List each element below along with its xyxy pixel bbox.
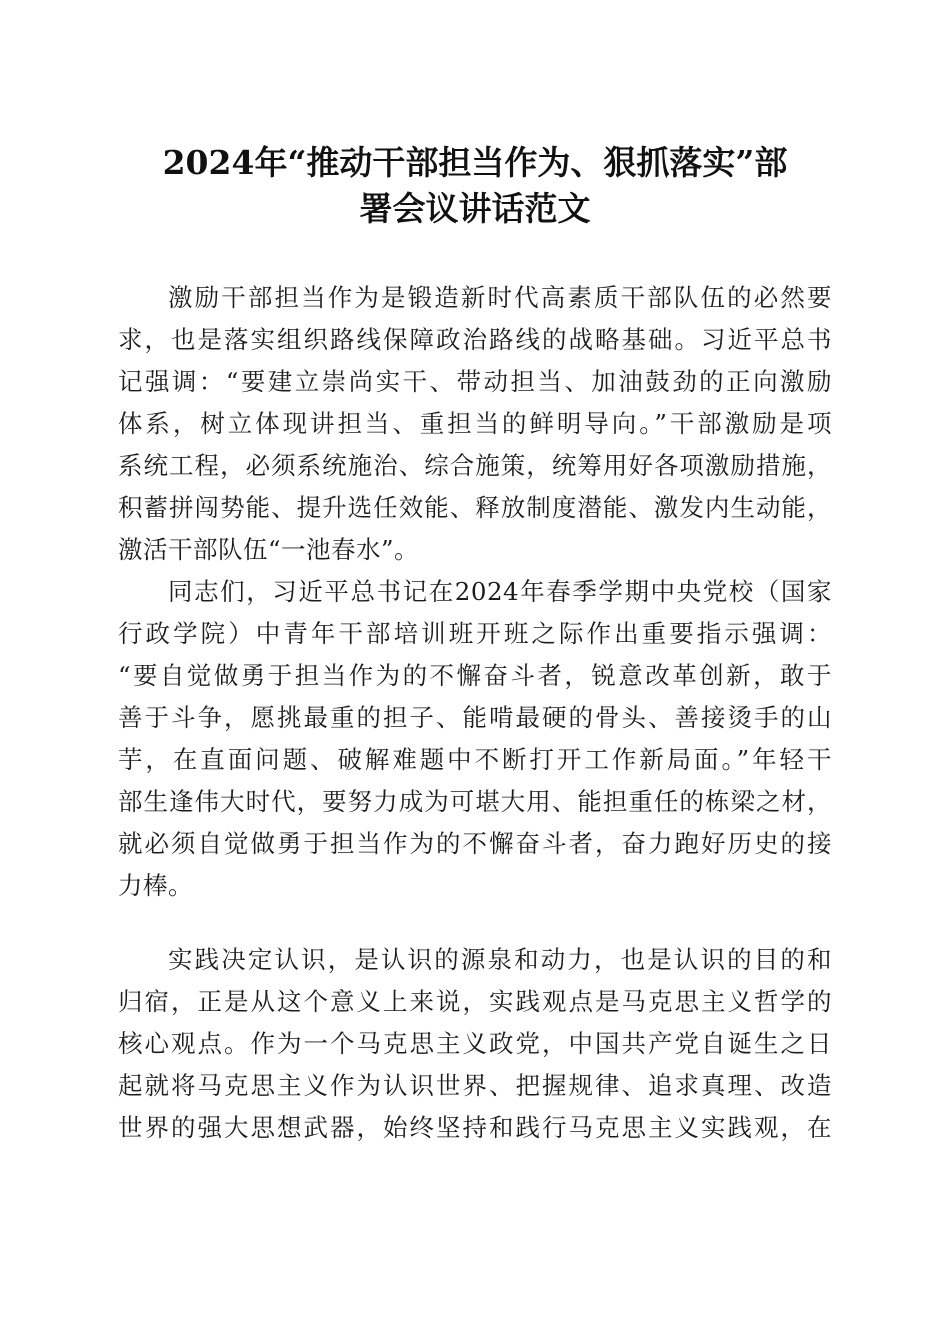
text-line: 行政学院）中青年干部培训班开班之际作出重要指示强调： <box>118 619 832 648</box>
text-line: 激活干部队伍“一池春水”。 <box>118 535 420 564</box>
document-title-line-1: 2024年“推动干部担当作为、狠抓落实”部 <box>162 143 788 182</box>
text-line: 积蓄拼闯势能、提升选任效能、释放制度潜能、激发内生动能， <box>118 493 832 522</box>
text-line: 力棒。 <box>118 871 193 900</box>
text-line: 求，也是落实组织路线保障政治路线的战略基础。习近平总书 <box>118 325 832 354</box>
text-line: 核心观点。作为一个马克思主义政党，中国共产党自诞生之日 <box>118 1029 832 1058</box>
text-line: 系统工程，必须系统施治、综合施策，统筹用好各项激励措施， <box>118 451 832 480</box>
text-line: 起就将马克思主义作为认识世界、把握规律、追求真理、改造 <box>118 1071 832 1100</box>
text-line: 归宿，正是从这个意义上来说，实践观点是马克思主义哲学的 <box>118 987 832 1016</box>
text-line: 激励干部担当作为是锻造新时代高素质干部队伍的必然要 <box>168 283 832 312</box>
text-line: 同志们，习近平总书记在2024年春季学期中央党校（国家 <box>168 577 832 606</box>
text-line: 部生逢伟大时代，要努力成为可堪大用、能担重任的栋梁之材， <box>118 787 832 816</box>
text-line: 善于斗争，愿挑最重的担子、能啃最硬的骨头、善接烫手的山 <box>118 703 832 732</box>
text-line: “要自觉做勇于担当作为的不懈奋斗者，锐意改革创新，敢于 <box>118 661 832 690</box>
document-title-line-2: 署会议讲话范文 <box>359 189 591 228</box>
text-line: 记强调：“要建立崇尚实干、带动担当、加油鼓劲的正向激励 <box>118 367 832 396</box>
text-line: 实践决定认识，是认识的源泉和动力，也是认识的目的和 <box>168 945 832 974</box>
text-line: 世界的强大思想武器，始终坚持和践行马克思主义实践观，在 <box>118 1113 832 1142</box>
text-line: 体系，树立体现讲担当、重担当的鲜明导向。”干部激励是项 <box>118 409 832 438</box>
text-line: 就必须自觉做勇于担当作为的不懈奋斗者，奋力跑好历史的接 <box>118 829 832 858</box>
text-line: 芋，在直面问题、破解难题中不断打开工作新局面。”年轻干 <box>118 745 832 774</box>
